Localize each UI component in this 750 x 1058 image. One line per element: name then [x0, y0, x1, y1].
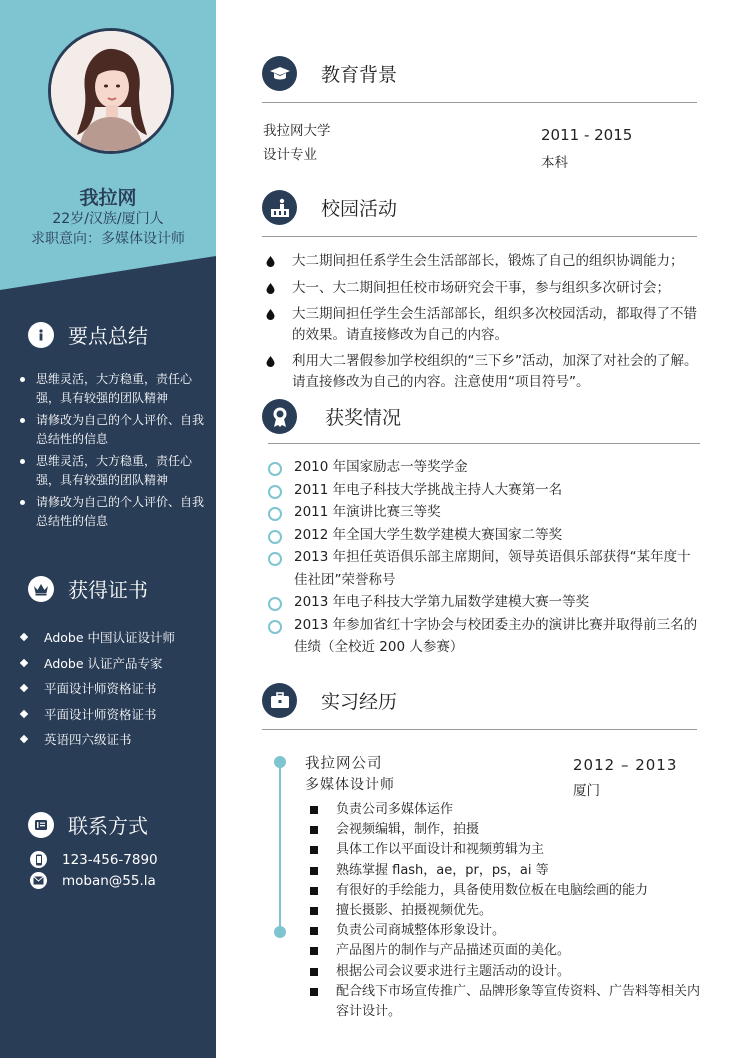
list-item: 2013 年担任英语俱乐部主席期间，领导英语俱乐部获得“某年度十佳社团”荣誉称号 — [268, 546, 698, 591]
internship-header — [262, 683, 397, 718]
list-item: 负责公司商城整体形象设计。 — [310, 921, 702, 941]
divider — [262, 102, 697, 103]
internship-period: 2012 – 2013 — [573, 756, 678, 774]
certificates-title: 获得证书 — [68, 578, 148, 602]
list-item: Adobe 认证产品专家 — [18, 654, 208, 680]
briefcase-icon — [262, 683, 297, 718]
email-text: moban@55.la — [62, 872, 156, 889]
awards-list — [268, 456, 698, 659]
drop-bullet-icon — [266, 309, 275, 320]
list-item: 思维灵活，大方稳重，责任心强，具有较强的团队精神 — [18, 452, 208, 490]
company-name: 我拉网公司 — [305, 756, 383, 772]
contact-header — [28, 810, 148, 839]
list-item: 有很好的手绘能力，具备使用数位板在电脑绘画的能力 — [310, 881, 702, 901]
list-item: 会视频编辑，制作，拍摄 — [310, 820, 702, 840]
list-item: 2013 年电子科技大学第九届数学建模大赛一等奖 — [268, 591, 698, 614]
contact-phone — [30, 851, 158, 868]
divider — [268, 443, 700, 444]
list-item: 擅长摄影、拍摄视频优先。 — [310, 901, 702, 921]
profile-info: 22岁/汉族/厦门人 — [52, 211, 164, 227]
list-item: 根据公司会议要求进行主题活动的设计。 — [310, 962, 702, 982]
list-item: 大三期间担任学生会生活部部长，组织多次校园活动，都取得了不错的效果。请直接修改为自己的内容。 — [264, 304, 700, 345]
summary-list — [18, 370, 208, 534]
summary-header — [28, 320, 148, 349]
sidebar — [0, 0, 216, 1058]
list-item: 2010 年国家励志一等奖学金 — [268, 456, 698, 479]
timeline-line — [279, 762, 281, 932]
info-icon — [28, 322, 54, 348]
awards-title: 获奖情况 — [325, 407, 402, 429]
drop-bullet-icon — [266, 356, 275, 367]
summary-title: 要点总结 — [68, 324, 148, 348]
profile-name: 我拉网 — [79, 187, 137, 209]
list-item: 2012 年全国大学生数学建模大赛国家二等奖 — [268, 524, 698, 547]
internship-list — [310, 800, 702, 1022]
graduation-cap-icon — [262, 56, 297, 91]
location: 厦门 — [573, 783, 600, 799]
medal-icon — [262, 399, 297, 434]
contact-card-icon — [28, 812, 54, 838]
list-item: Adobe 中国认证设计师 — [18, 628, 208, 654]
list-item: 熟练掌握 flash，ae，pr，ps，ai 等 — [310, 861, 702, 881]
campus-title: 校园活动 — [321, 198, 398, 220]
certificates-header — [28, 574, 148, 603]
list-item: 2011 年演讲比赛三等奖 — [268, 501, 698, 524]
list-item: 具体工作以平面设计和视频剪辑为主 — [310, 840, 702, 860]
certificates-list — [18, 628, 208, 756]
divider — [262, 236, 697, 237]
drop-bullet-icon — [266, 283, 275, 294]
phone-text: 123-456-7890 — [62, 851, 158, 868]
job-intention: 求职意向：多媒体设计师 — [31, 231, 185, 247]
list-item: 产品图片的制作与产品描述页面的美化。 — [310, 941, 702, 961]
campus-icon — [262, 190, 297, 225]
phone-icon — [30, 851, 47, 868]
divider — [262, 729, 697, 730]
crown-icon — [28, 576, 54, 602]
drop-bullet-icon — [266, 256, 275, 267]
degree: 本科 — [541, 155, 568, 171]
list-item: 2011 年电子科技大学挑战主持人大赛第一名 — [268, 479, 698, 502]
education-title: 教育背景 — [321, 64, 398, 86]
contact-email — [30, 872, 156, 889]
position: 多媒体设计师 — [305, 777, 395, 793]
list-item: 思维灵活，大方稳重，责任心强，具有较强的团队精神 — [18, 370, 208, 408]
timeline-dot — [274, 926, 286, 938]
mail-icon — [30, 872, 47, 889]
campus-list — [264, 251, 700, 398]
school-name: 我拉网大学 — [263, 123, 331, 139]
timeline-dot — [274, 756, 286, 768]
list-item: 平面设计师资格证书 — [18, 679, 208, 705]
education-header — [262, 56, 397, 91]
list-item: 请修改为自己的个人评价、自我总结性的信息 — [18, 493, 208, 531]
list-item: 大一、大二期间担任校市场研究会干事，参与组织多次研讨会； — [264, 278, 700, 299]
list-item: 请修改为自己的个人评价、自我总结性的信息 — [18, 411, 208, 449]
campus-header — [262, 190, 397, 225]
awards-header — [262, 399, 401, 434]
list-item: 2013 年参加省红十字协会与校团委主办的演讲比赛并取得前三名的佳绩（全校近 200 人参赛） — [268, 614, 698, 659]
list-item: 利用大二署假参加学校组织的“三下乡”活动，加深了对社会的了解。请直接修改为自己的内容。注意使用“项目符号”。 — [264, 351, 700, 392]
contact-title: 联系方式 — [68, 814, 148, 838]
internship-title: 实习经历 — [321, 691, 398, 713]
list-item: 英语四六级证书 — [18, 730, 208, 756]
list-item: 大二期间担任系学生会生活部部长，锻炼了自己的组织协调能力； — [264, 251, 700, 272]
avatar — [48, 28, 174, 154]
education-period: 2011 - 2015 — [541, 126, 633, 144]
list-item: 平面设计师资格证书 — [18, 705, 208, 731]
major: 设计专业 — [263, 147, 317, 163]
list-item: 配合线下市场宣传推广、品牌形象等宣传资料、广告料等相关内容计设计。 — [310, 982, 702, 1022]
list-item: 负责公司多媒体运作 — [310, 800, 702, 820]
